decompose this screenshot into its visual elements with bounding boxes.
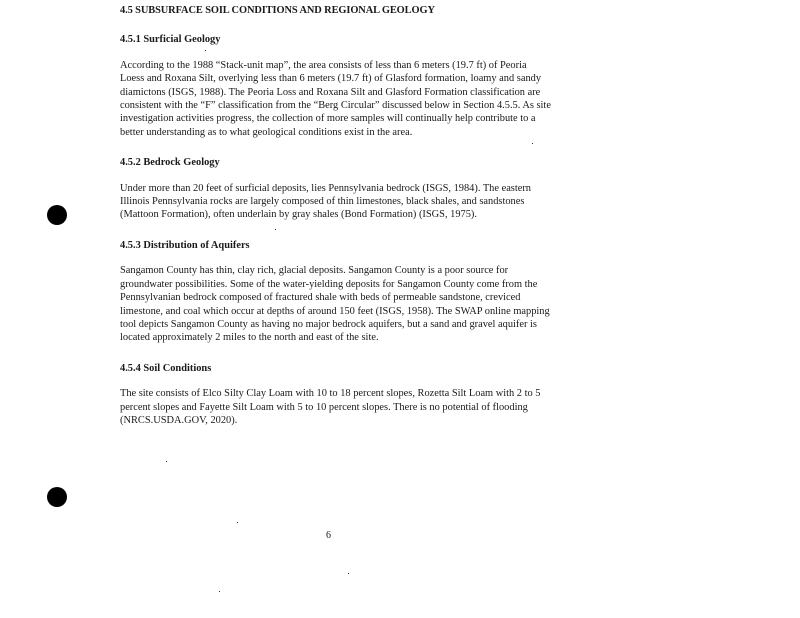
section-title: 4.5 SUBSURFACE SOIL CONDITIONS AND REGIONAL GEOLOGY bbox=[120, 5, 435, 16]
scan-speck bbox=[348, 573, 349, 574]
paragraph-distribution-of-aquifers: Sangamon County has thin, clay rich, glacial deposits. Sangamon County is a poor source for groundwater possibilities. Some of the water-yielding deposits for Sangamon County come from the Pennsylvanian bedrock composed of fractured shale with beds of permeable sandstone, creviced limestone, and coal which occur at depths of around 150 feet (ISGS, 1958). The SWAP online mapping tool depicts Sangamon County as having no major bedrock aquifers, but a sand and gravel aquifer is located approximately 2 miles to the north and east of the site. bbox=[120, 265, 550, 344]
punch-hole bbox=[47, 487, 67, 507]
punch-hole bbox=[47, 205, 67, 225]
subsection-heading-bedrock-geology: 4.5.2 Bedrock Geology bbox=[120, 157, 220, 169]
paragraph-surficial-geology: According to the 1988 “Stack-unit map”, the area consists of less than 6 meters (19.7 ft) of Peoria Loess and Roxana Silt, overlying less than 6 meters (19.7 ft) of Glasford formation, loamy and sandy diamictons (ISGS, 1988). The Peoria Loss and Roxana Silt and Glasford Formation classification are consistent with the “F” classification from the “Berg Circular” discussed below in Section 4.5.5. As site investigation activities progress, the collection of more samples will continually help contribute to a better understanding as to what geological conditions exist in the area. bbox=[120, 59, 551, 138]
subsection-heading-surficial-geology: 4.5.1 Surficial Geology bbox=[120, 34, 221, 46]
paragraph-bedrock-geology: Under more than 20 feet of surficial deposits, lies Pennsylvania bedrock (ISGS, 1984). The eastern Illinois Pennsylvania rocks are largely composed of thin limestones, black shales, and sandstones (Mattoon Formation), often underlain by gray shales (Bond Formation) (ISGS, 1975). bbox=[120, 182, 531, 221]
page-number: 6 bbox=[326, 530, 331, 541]
subsection-heading-soil-conditions: 4.5.4 Soil Conditions bbox=[120, 362, 212, 374]
document-body bbox=[120, 4, 552, 444]
scan-speck bbox=[166, 461, 167, 462]
subsection-heading-distribution-of-aquifers: 4.5.3 Distribution of Aquifers bbox=[120, 239, 250, 251]
scan-speck bbox=[219, 591, 220, 592]
scan-speck bbox=[237, 522, 238, 523]
paragraph-soil-conditions: The site consists of Elco Silty Clay Loam with 10 to 18 percent slopes, Rozetta Silt Loam with 2 to 5 percent slopes and Fayette Silt Loam with 5 to 10 percent slopes. There is no potential of flooding (NRCS.USDA.GOV, 2020). bbox=[120, 388, 541, 426]
